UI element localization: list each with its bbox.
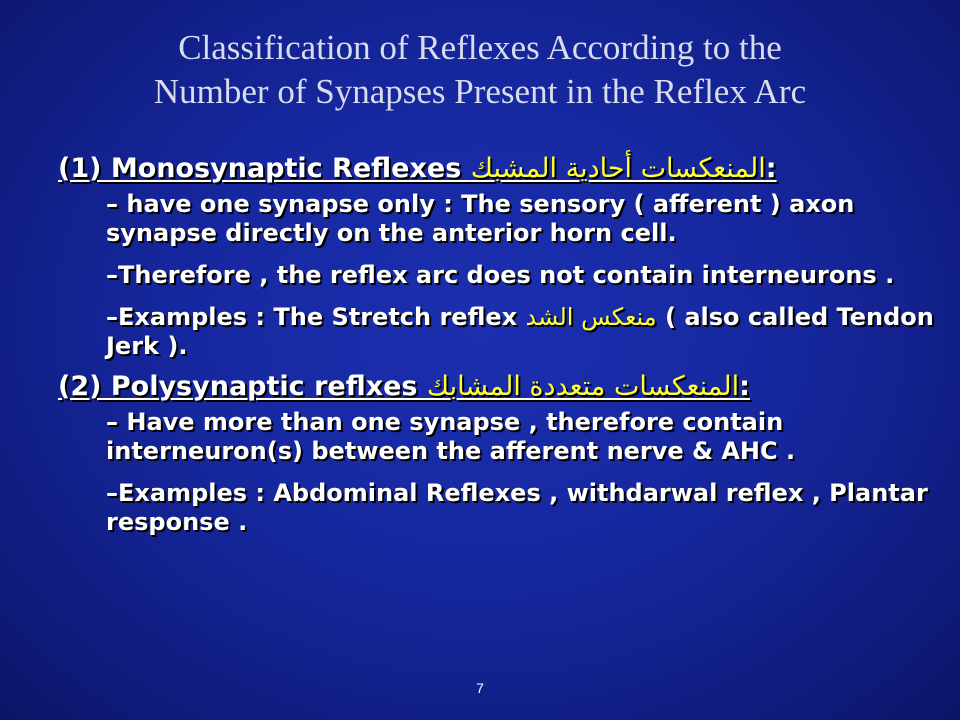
section-heading-monosynaptic	[58, 152, 938, 186]
heading-english: (2) Polysynaptic reflxes	[58, 371, 427, 402]
bullet-item: –Examples : Abdominal Reflexes , withdarwal reflex , Plantar response .	[106, 479, 928, 536]
slide-content	[58, 152, 938, 550]
title-line-2: Number of Synapses Present in the Reflex Arc	[153, 72, 807, 111]
heading-english: (1) Monosynaptic Reflexes	[58, 153, 471, 184]
title-line-1: Classification of Reflexes According to the	[178, 28, 782, 67]
bullet-text: ( also called Tendon Jerk ).	[106, 303, 934, 360]
section-heading-polysynaptic	[58, 370, 938, 404]
bullet-arabic-term: منعكس الشد	[525, 303, 657, 331]
heading-colon: :	[739, 371, 750, 402]
bullet-list-polysynaptic	[58, 408, 938, 537]
bullet-text: –Examples : The Stretch reflex	[106, 303, 526, 331]
bullet-item	[106, 303, 938, 361]
heading-colon: :	[765, 153, 777, 184]
bullet-item: – Have more than one synapse , therefore contain interneuron(s) between the afferent nerve & AHC .	[106, 408, 796, 465]
bullet-list-monosynaptic	[58, 190, 938, 361]
bullet-item: –Therefore , the reflex arc does not contain interneurons .	[106, 261, 895, 289]
page-number: 7	[476, 680, 484, 696]
heading-arabic: المنعكسات أحادية المشبك	[470, 153, 766, 184]
bullet-item: – have one synapse only : The sensory ( afferent ) axon synapse directly on the anterior horn cell.	[106, 190, 855, 247]
slide-title	[40, 26, 920, 114]
heading-arabic: المنعكسات متعددة المشابك	[426, 371, 740, 402]
